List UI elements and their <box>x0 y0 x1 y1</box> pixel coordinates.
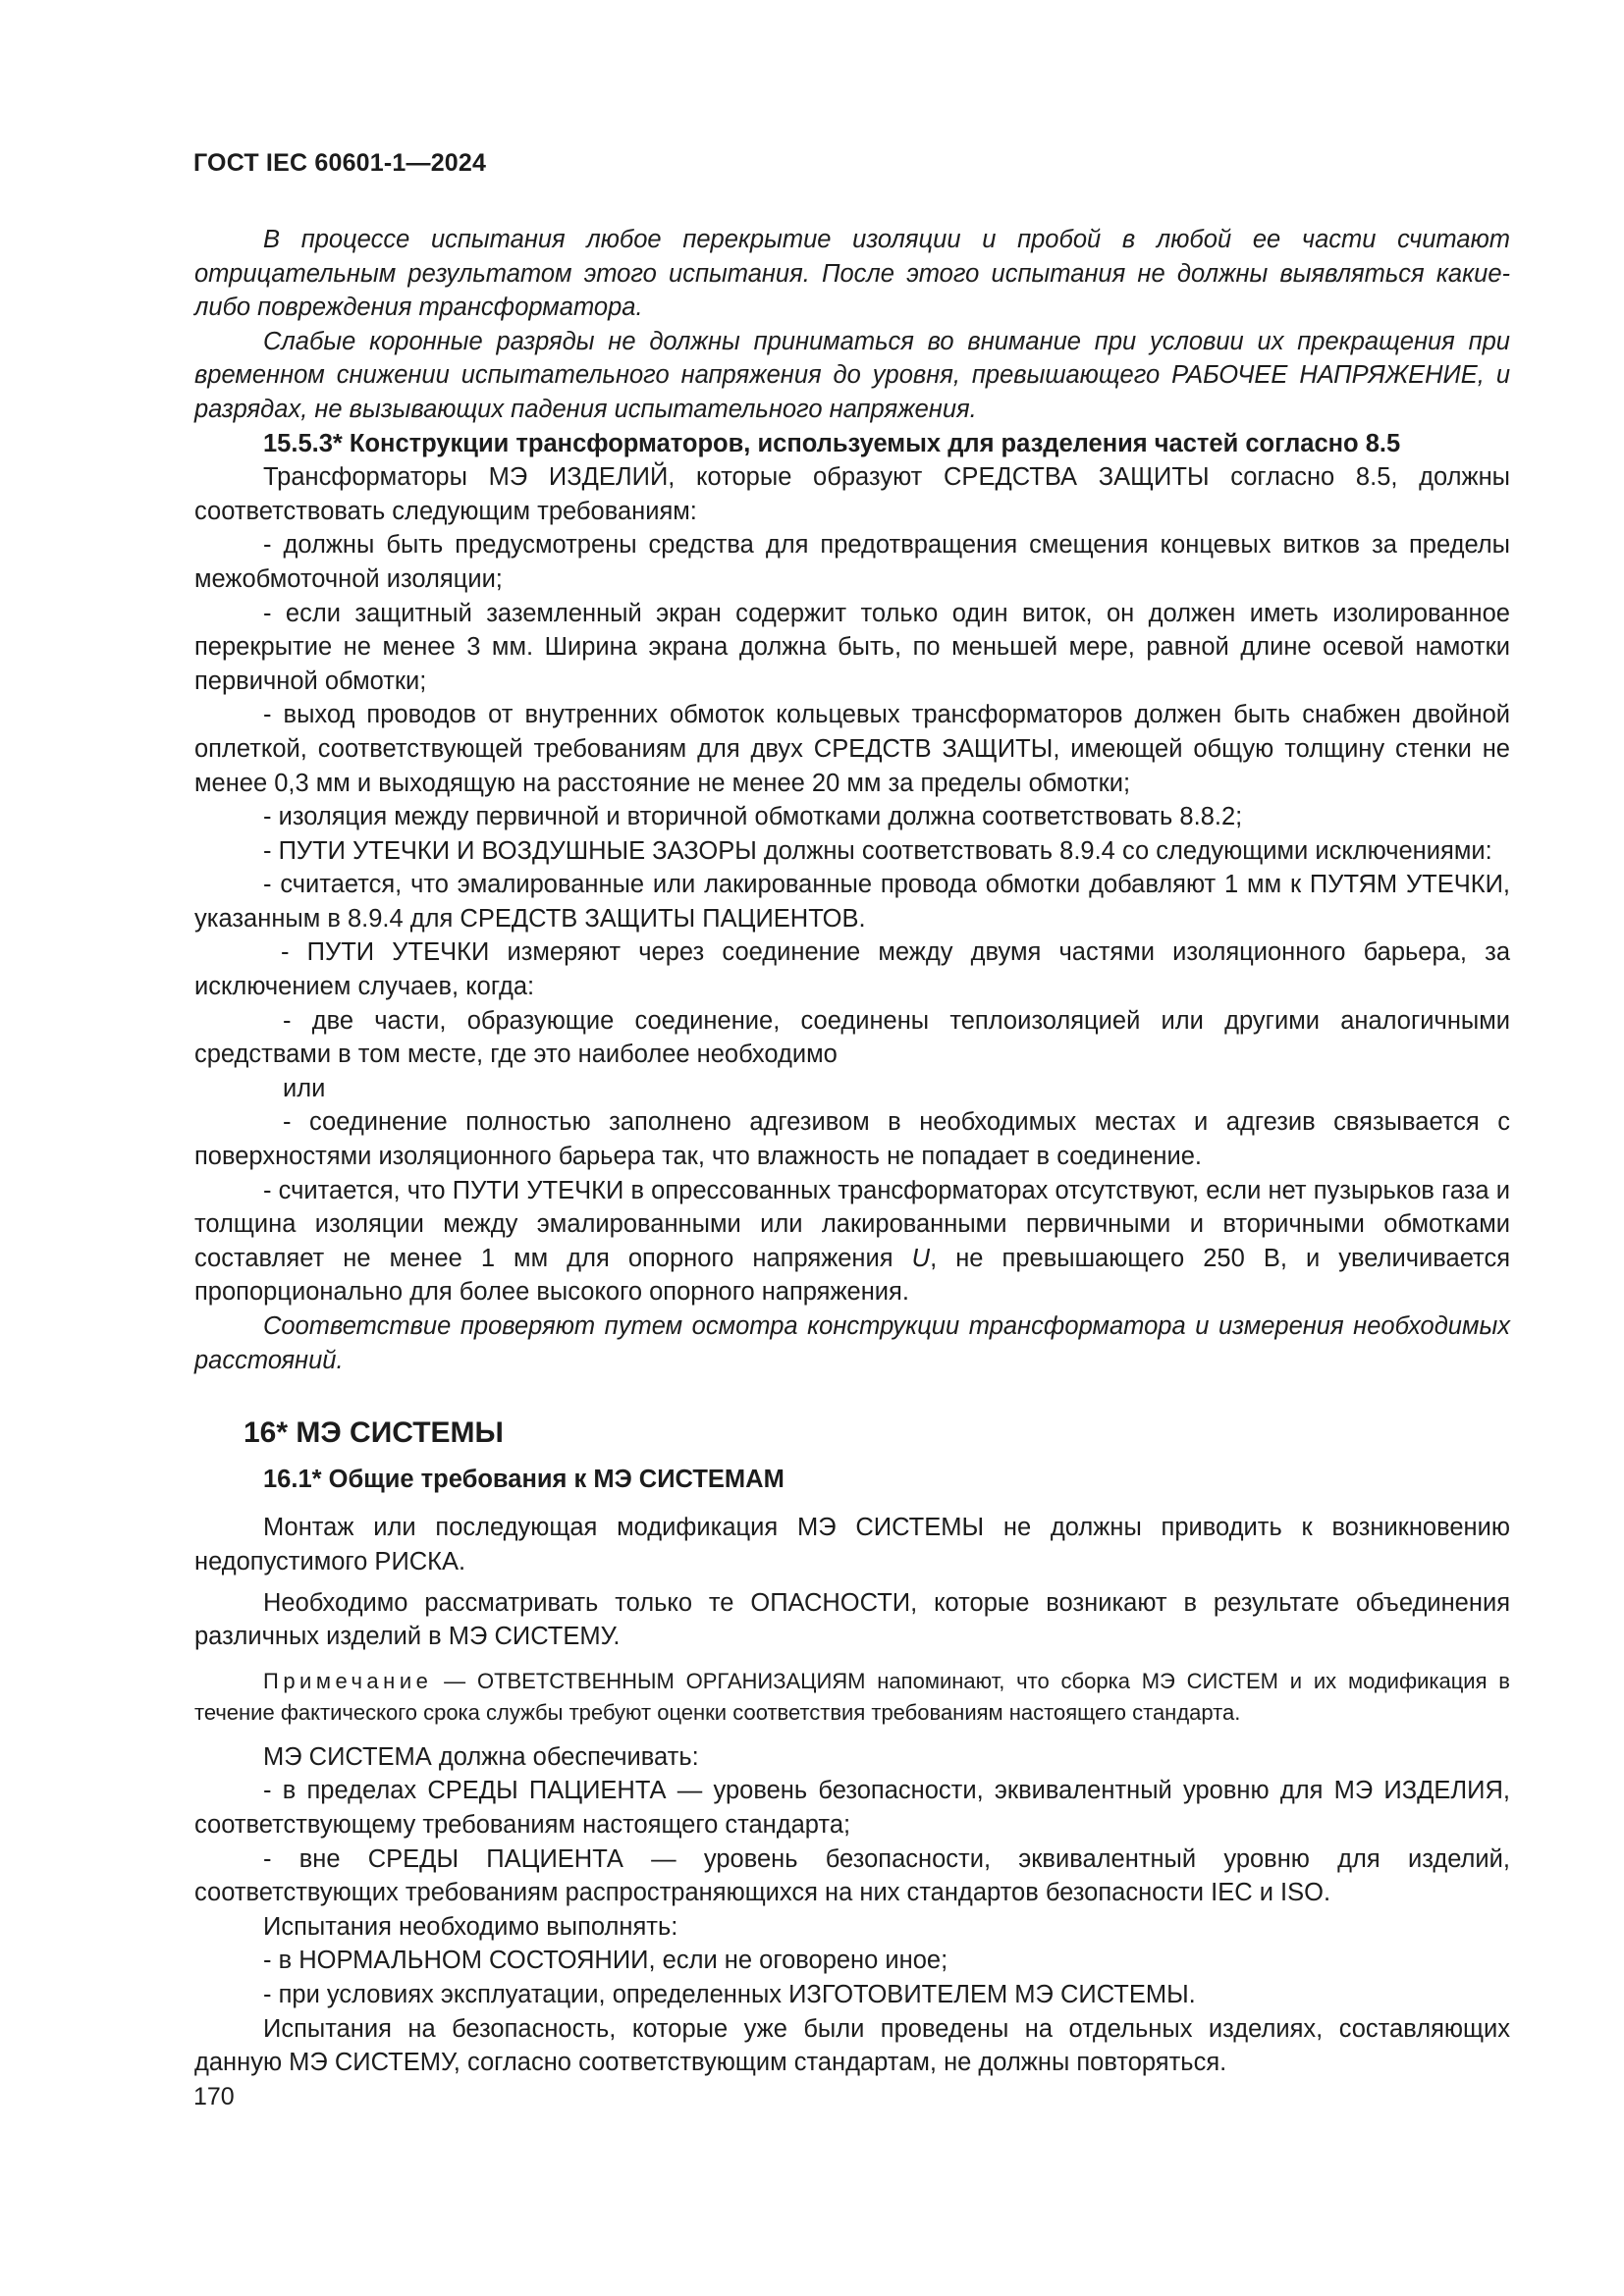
heading-16-1: 16.1* Общие требования к МЭ СИСТЕМАМ <box>263 1465 785 1493</box>
note <box>194 1666 1510 1729</box>
list-item-enamelled-wire: - считается, что эмалированные или лакированные провода обмотки добавляют 1 мм к ПУТЯМ УТЕЧКИ, указанным в 8.9.4 для СРЕДСТВ ЗАЩИТЫ ПАЦИЕНТОВ. <box>194 871 1510 933</box>
or-connector: или <box>283 1074 326 1102</box>
paragraph-system-shall-provide: МЭ СИСТЕМА должна обеспечивать: <box>263 1742 699 1771</box>
paragraph-test-failure: В процессе испытания любое перекрытие изоляции и пробой в любой ее части считают отрицательным результатом этого испытания. После этого испытания не должны выявляться какие-либо повреждения трансформатора. <box>194 226 1510 322</box>
paragraph-transformer-requirements: Трансформаторы МЭ ИЗДЕЛИЙ, которые образуют СРЕДСТВА ЗАЩИТЫ согласно 8.5, должны соответствовать следующим требованиям: <box>194 463 1510 525</box>
paragraph-tests-shall-be: Испытания необходимо выполнять: <box>263 1912 678 1941</box>
list-item-outside-patient-environment: - вне СРЕДЫ ПАЦИЕНТА — уровень безопасности, эквивалентный уровню для изделий, соответствующих требованиям распространяющихся на них стандартов безопасности IEC и ISO. <box>194 1844 1510 1907</box>
page-number: 170 <box>193 2083 235 2110</box>
list-item-thermal-bonding: - две части, образующие соединение, соединены теплоизоляцией или другими аналогичными средствами в том месте, где это наиболее необходимо <box>194 1006 1510 1069</box>
heading-15-5-3: 15.5.3* Конструкции трансформаторов, используемых для разделения частей согласно 8.5 <box>263 429 1401 457</box>
list-item-moulded-transformers <box>194 1174 1510 1309</box>
compliance-check: Соответствие проверяют путем осмотра конструкции трансформатора и измерения необходимых расстояний. <box>194 1312 1510 1374</box>
list-item-operating-conditions: - при условиях эксплуатации, определенных ИЗГОТОВИТЕЛЕМ МЭ СИСТЕМЫ. <box>263 1980 1196 2008</box>
list-item-adhesive-fill: - соединение полностью заполнено адгезивом в необходимых местах и адгезив связывается с поверхностями изоляционного барьера так, что влажность не попадает в соединение. <box>194 1108 1510 1171</box>
list-item-normal-condition: - в НОРМАЛЬНОМ СОСТОЯНИИ, если не оговорено иное; <box>263 1947 948 1975</box>
note-label: Примечание <box>263 1668 433 1693</box>
note-text: — ОТВЕТСТВЕННЫМ ОРГАНИЗАЦИЯМ напоминают, что сборка МЭ СИСТЕМ и их модификация в течение фактического срока службы требуют оценки соответствия требованиям настоящего стандарта. <box>194 1668 1510 1725</box>
list-item-creepage-clearances: - ПУТИ УТЕЧКИ И ВОЗДУШНЫЕ ЗАЗОРЫ должны соответствовать 8.9.4 со следующими исключениями: <box>263 836 1492 865</box>
heading-section-16: 16* МЭ СИСТЕМЫ <box>244 1416 504 1450</box>
standard-header: ГОСТ IEC 60601-1—2024 <box>193 149 487 177</box>
list-item-earthed-screen: - если защитный заземленный экран содержит только один виток, он должен иметь изолированное перекрытие не менее 3 мм. Ширина экрана должна быть, по меньшей мере, равной длине осевой намотки первичной обмотки; <box>194 599 1510 695</box>
list-item-toroidal-leads: - выход проводов от внутренних обмоток кольцевых трансформаторов должен быть снабжен двойной оплеткой, соответствующей требованиям для двух СРЕДСТВ ЗАЩИТЫ, имеющей общую толщину стенки не менее 0,3 мм и выходящую на расстояние не менее 20 мм за пределы обмотки; <box>194 701 1510 797</box>
paragraph-hazards: Необходимо рассматривать только те ОПАСНОСТИ, которые возникают в результате объединения различных изделий в МЭ СИСТЕМУ. <box>194 1588 1510 1651</box>
paragraph-no-repeat-tests: Испытания на безопасность, которые уже были проведены на отдельных изделиях, составляющих данную МЭ СИСТЕМУ, согласно соответствующим стандартам, не должны повторяться. <box>194 2014 1510 2077</box>
list-item-end-turns: - должны быть предусмотрены средства для предотвращения смещения концевых витков за пределы межобмоточной изоляции; <box>194 531 1510 593</box>
list-item-cemented-joint: - ПУТИ УТЕЧКИ измеряют через соединение между двумя частями изоляционного барьера, за исключением случаев, когда: <box>194 938 1510 1001</box>
paragraph-assembly-risk: Монтаж или последующая модификация МЭ СИСТЕМЫ не должны приводить к возникновению недопустимого РИСКА. <box>194 1514 1510 1575</box>
list-item-within-patient-environment: - в пределах СРЕДЫ ПАЦИЕНТА — уровень безопасности, эквивалентный уровню для МЭ ИЗДЕЛИЯ, соответствующему требованиям настоящего стандарта; <box>194 1777 1510 1839</box>
voltage-variable: U <box>911 1244 931 1272</box>
moulded-text-start: - считается, что ПУТИ УТЕЧКИ в опрессованных трансформаторах отсутствуют, если нет пузырьков газа и толщина изоляции между эмалированными или лакированными первичными и вторичными обмотками составляет не менее 1 мм для опорного напряжения <box>194 1176 1510 1272</box>
page-content <box>194 223 1510 2080</box>
list-item-primary-secondary: - изоляция между первичной и вторичной обмотками должна соответствовать 8.8.2; <box>263 803 1243 831</box>
paragraph-corona-discharges: Слабые коронные разряды не должны приниматься во внимание при условии их прекращения при временном снижении испытательного напряжения до уровня, превышающего РАБОЧЕЕ НАПРЯЖЕНИЕ, и разрядах, не вызывающих падения испытательного напряжения. <box>194 327 1510 423</box>
moulded-text-end: , не превышающего 250 В, и увеличивается пропорционально для более высокого опорного напряжения. <box>194 1244 1511 1307</box>
